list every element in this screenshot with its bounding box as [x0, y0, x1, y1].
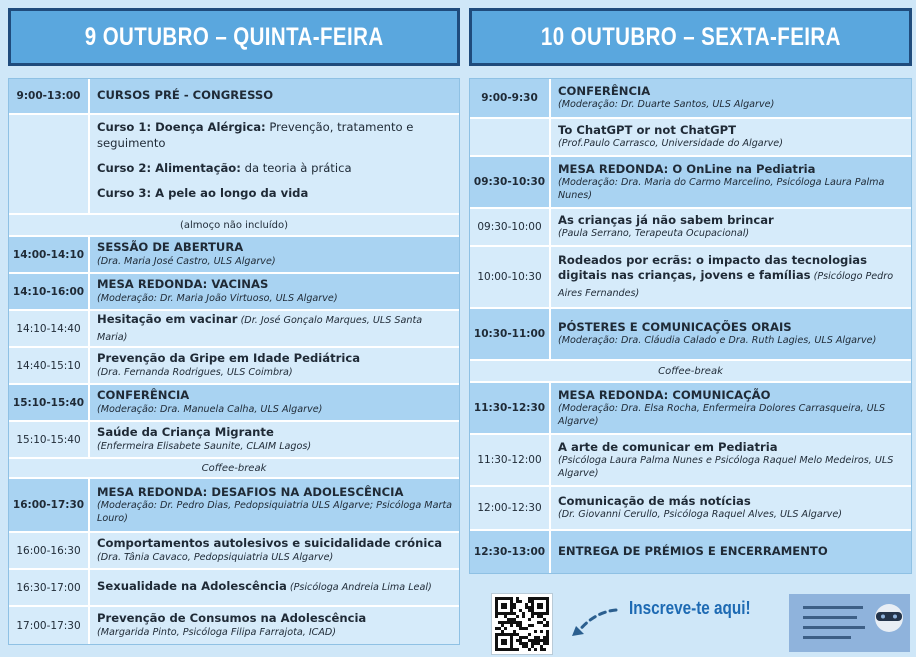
session-title-text: MESA REDONDA: VACINAS: [97, 277, 269, 292]
session-title: [558, 162, 905, 178]
session-row: [9, 607, 459, 644]
session-row: [9, 348, 459, 385]
session-title: [97, 485, 453, 501]
session-title-text: MESA REDONDA: DESAFIOS NA ADOLESCÊNCIA: [97, 484, 404, 499]
signup-footer: [469, 588, 912, 657]
session-title-text: Comunicação de más notícias: [558, 493, 751, 508]
session-title: [97, 240, 453, 256]
session-row: [470, 79, 911, 119]
session-row: [9, 533, 459, 570]
day1-header: [8, 8, 460, 66]
session-title-text: A arte de comunicar em Pediatria: [558, 439, 778, 454]
day2-schedule-table: [469, 78, 912, 574]
session-content: [551, 157, 911, 207]
course-item: [97, 160, 453, 176]
session-content: [551, 209, 911, 245]
courses-row: [9, 115, 459, 215]
course-item: [97, 119, 453, 151]
session-title-text: Hesitação em vacinar: [97, 312, 238, 326]
session-title: [558, 123, 905, 139]
session-speaker: (Moderação: Dra. Elsa Rocha, Enfermeira Dolores Carrasqueira, ULS Algarve): [558, 403, 886, 427]
session-row: [9, 311, 459, 348]
session-content: [551, 309, 911, 359]
session-speaker: (Moderação: Dr. Duarte Santos, ULS Algarve): [558, 99, 775, 111]
session-row: [470, 119, 911, 157]
session-speaker: (Margarida Pinto, Psicóloga Filipa Farrajota, ICAD): [97, 626, 337, 638]
session-time: 16:00-16:30: [9, 533, 90, 568]
session-content: [551, 487, 911, 529]
session-row: [470, 209, 911, 247]
session-title: [558, 253, 905, 302]
day1-header-title: 9 OUTUBRO – QUINTA-FEIRA: [84, 22, 384, 51]
session-content: [90, 237, 459, 272]
session-time: 17:00-17:30: [9, 607, 90, 644]
session-row: [9, 570, 459, 607]
session-row: [470, 487, 911, 531]
session-row: [470, 531, 911, 573]
session-content: [90, 479, 459, 531]
session-title: [558, 544, 905, 560]
schedule-note: Coffee-break: [470, 361, 911, 383]
session-title: [97, 88, 453, 104]
session-content: [90, 348, 459, 383]
session-title-text: Saúde da Criança Migrante: [97, 425, 274, 440]
session-speaker: (Dra. Maria José Castro, ULS Algarve): [97, 255, 276, 267]
session-speaker: (Moderação: Dr. Maria João Virtuoso, ULS Algarve): [97, 292, 338, 304]
session-content: [90, 274, 459, 309]
schedule-note: Coffee-break: [9, 459, 459, 479]
session-speaker: (Dra. Tânia Cavaco, Pedopsiquiatria ULS Algarve): [97, 551, 334, 563]
session-title: [97, 611, 453, 627]
session-speaker: (Paula Serrano, Terapeuta Ocupacional): [558, 228, 750, 240]
session-content: [551, 531, 911, 573]
course-description: da teoria à prática: [240, 161, 352, 175]
session-time: 9:00-13:00: [9, 79, 90, 113]
session-title-text: Sexualidade na Adolescência: [97, 579, 287, 594]
session-speaker: (Psicóloga Laura Palma Nunes e Psicóloga Raquel Melo Medeiros, ULS Algarve): [558, 455, 894, 479]
signup-link[interactable]: Inscreve-te aqui!: [629, 598, 751, 618]
session-time: 16:30-17:00: [9, 570, 90, 605]
session-time: 15:10-15:40: [9, 385, 90, 420]
session-title-text: CURSOS PRÉ - CONGRESSO: [97, 88, 274, 103]
session-title: [97, 425, 453, 441]
session-title-text: To ChatGPT or not ChatGPT: [558, 122, 737, 137]
session-title-text: Comportamentos autolesivos e suicidalidade crónica: [97, 536, 443, 551]
courses-list: [90, 115, 459, 213]
session-row: [470, 157, 911, 209]
day2-column: [469, 8, 912, 574]
session-content: [551, 79, 911, 117]
session-content: [90, 570, 459, 605]
day1-column: [8, 8, 460, 645]
session-content: [551, 383, 911, 433]
session-speaker: (Moderação: Dra. Maria do Carmo Marcelino, Psicóloga Laura Palma Nunes): [558, 177, 885, 201]
session-title-text: SESSÃO DE ABERTURA: [97, 240, 244, 255]
session-title-text: MESA REDONDA: COMUNICAÇÃO: [558, 387, 771, 402]
session-title: [558, 213, 905, 229]
session-time: 12:00-12:30: [470, 487, 551, 529]
session-title-text: Prevenção da Gripe em Idade Pediátrica: [97, 351, 361, 366]
session-time: 10:30-11:00: [470, 309, 551, 359]
session-time: 9:00-9:30: [470, 79, 551, 117]
qr-code-icon[interactable]: [491, 593, 553, 655]
session-title-text: Rodeados por ecrãs: o impacto das tecnologias digitais nas crianças, jovens e famílias: [558, 252, 868, 283]
session-title: [558, 440, 905, 456]
course-title: Curso 3: A pele ao longo da vida: [97, 186, 309, 200]
schedule-note: (almoço não incluído): [9, 215, 459, 237]
session-time: 12:30-13:00: [470, 531, 551, 573]
session-title-text: CONFERÊNCIA: [97, 388, 190, 403]
time-cell: [9, 115, 90, 213]
session-speaker: (Psicólogo Pedro Aires Fernandes): [558, 271, 894, 299]
session-title: [97, 579, 453, 596]
session-title-text: PÓSTERES E COMUNICAÇÕES ORAIS: [558, 319, 792, 334]
session-row: [9, 274, 459, 311]
course-description: Prevenção, tratamento e seguimento: [97, 120, 414, 150]
dashed-arrow-icon: [564, 604, 624, 640]
session-title: [97, 351, 453, 367]
session-title-text: MESA REDONDA: O OnLine na Pediatria: [558, 161, 816, 176]
session-speaker: (Enfermeira Elisabete Saunite, CLAIM Lagos): [97, 440, 312, 452]
session-title: [97, 536, 453, 552]
session-row: [470, 383, 911, 435]
session-content: [90, 422, 459, 457]
session-row: [9, 479, 459, 533]
session-time: 14:00-14:10: [9, 237, 90, 272]
session-row: [470, 435, 911, 487]
session-title-text: Prevenção de Consumos na Adolescência: [97, 611, 367, 626]
session-speaker: (Dr. José Gonçalo Marques, ULS Santa Maria): [97, 315, 423, 343]
session-speaker: (Dra. Fernanda Rodrigues, ULS Coimbra): [97, 366, 293, 378]
session-title: [97, 277, 453, 293]
course-item: [97, 185, 453, 201]
session-title: [97, 388, 453, 404]
session-content: [90, 79, 459, 113]
session-speaker: (Psicóloga Andreia Lima Leal): [286, 582, 432, 594]
session-content: [90, 311, 459, 346]
session-title: [97, 312, 453, 345]
day2-header-title: 10 OUTUBRO – SEXTA-FEIRA: [540, 22, 841, 51]
session-content: [90, 607, 459, 644]
session-content: [90, 385, 459, 420]
session-time: 14:10-14:40: [9, 311, 90, 346]
session-title: [558, 320, 905, 336]
session-speaker: (Dr. Giovanni Cerullo, Psicóloga Raquel Alves, ULS Algarve): [558, 509, 842, 521]
session-row: [470, 247, 911, 309]
session-row: [470, 309, 911, 361]
session-title: [558, 84, 905, 100]
session-title-text: As crianças já não sabem brincar: [558, 212, 774, 227]
session-time: 10:00-10:30: [470, 247, 551, 307]
session-title-text: ENTREGA DE PRÉMIOS E ENCERRAMENTO: [558, 544, 828, 559]
session-time: [470, 119, 551, 155]
session-title-text: CONFERÊNCIA: [558, 83, 651, 98]
course-title: Curso 2: Alimentação:: [97, 161, 241, 175]
session-row: [9, 385, 459, 422]
session-speaker: (Moderação: Dr. Pedro Dias, Pedopsiquiatria ULS Algarve; Psicóloga Marta Louro): [97, 500, 453, 524]
session-row: [9, 237, 459, 274]
session-speaker: (Prof.Paulo Carrasco, Universidade do Algarve): [558, 138, 783, 150]
session-time: 09:30-10:00: [470, 209, 551, 245]
session-time: 14:10-16:00: [9, 274, 90, 309]
session-time: 15:10-15:40: [9, 422, 90, 457]
session-time: 14:40-15:10: [9, 348, 90, 383]
session-time: 16:00-17:30: [9, 479, 90, 531]
session-time: 11:30-12:30: [470, 383, 551, 433]
session-content: [90, 533, 459, 568]
session-content: [551, 119, 911, 155]
session-row: [9, 422, 459, 459]
session-row: [9, 79, 459, 115]
session-content: [551, 247, 911, 307]
session-time: 09:30-10:30: [470, 157, 551, 207]
session-title: [558, 494, 905, 510]
course-title: Curso 1: Doença Alérgica:: [97, 120, 266, 134]
day1-schedule-table: [8, 78, 460, 645]
form-illustration-icon: [787, 592, 912, 652]
session-speaker: (Moderação: Dra. Cláudia Calado e Dra. Ruth Lagies, ULS Algarve): [558, 335, 877, 347]
session-title: [558, 388, 905, 404]
session-content: [551, 435, 911, 485]
session-time: 11:30-12:00: [470, 435, 551, 485]
session-speaker: (Moderação: Dra. Manuela Calha, ULS Algarve): [97, 403, 323, 415]
day2-header: [469, 8, 912, 66]
